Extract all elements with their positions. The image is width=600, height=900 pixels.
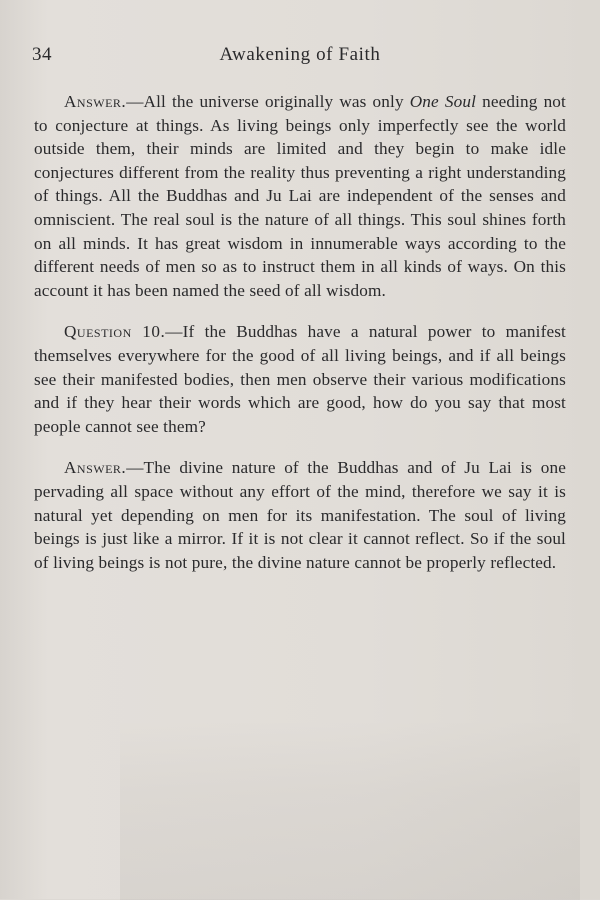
running-title: Awakening of Faith bbox=[219, 44, 381, 65]
answer-paragraph-2 bbox=[34, 456, 566, 574]
answer-text-rest: needing not to conjecture at things. As living beings only imperfectly see the world outside them, their minds are limited and they begin to make idle conjectures different from the reality thus preventing a right understanding of things. All the Buddhas and Ju Lai are independent of the senses and omniscient. The real soul is the nature of all things. This soul shines forth on all minds. It has great wisdom in innumerable ways according to the different needs of men so as to instruct them in all kinds of ways. On this account it has been named the seed of all wisdom. bbox=[34, 92, 566, 300]
answer-label: Answer. bbox=[64, 458, 127, 478]
answer-text: —The divine nature of the Buddhas and of Ju Lai is one pervading all space without any effort of the mind, therefore we say it is natural yet depending on men for its manifestation. The soul of living beings is just like a mirror. If it is not clear it cannot reflect. So if the soul of living beings is not pure, the divine nature cannot be properly reflected. bbox=[34, 458, 566, 572]
page-number: 34 bbox=[32, 44, 52, 65]
answer-label: Answer. bbox=[64, 92, 127, 111]
page-body bbox=[34, 90, 566, 592]
answer-text-start: —All the universe originally was only bbox=[126, 92, 410, 111]
question-text: —If the Buddhas have a natural power to manifest themselves everywhere for the good of all living beings, and if all beings see their manifested bodies, then men observe their various modifications and if they hear their words which are good, how do you say that most people cannot see them? bbox=[34, 322, 566, 436]
answer-paragraph-1 bbox=[34, 90, 566, 302]
page-header bbox=[0, 44, 600, 70]
question-label: Question 10. bbox=[64, 322, 166, 342]
one-soul-emphasis: One Soul bbox=[409, 92, 477, 111]
bleed-through-shadow bbox=[120, 720, 580, 900]
question-10-paragraph bbox=[34, 320, 566, 438]
